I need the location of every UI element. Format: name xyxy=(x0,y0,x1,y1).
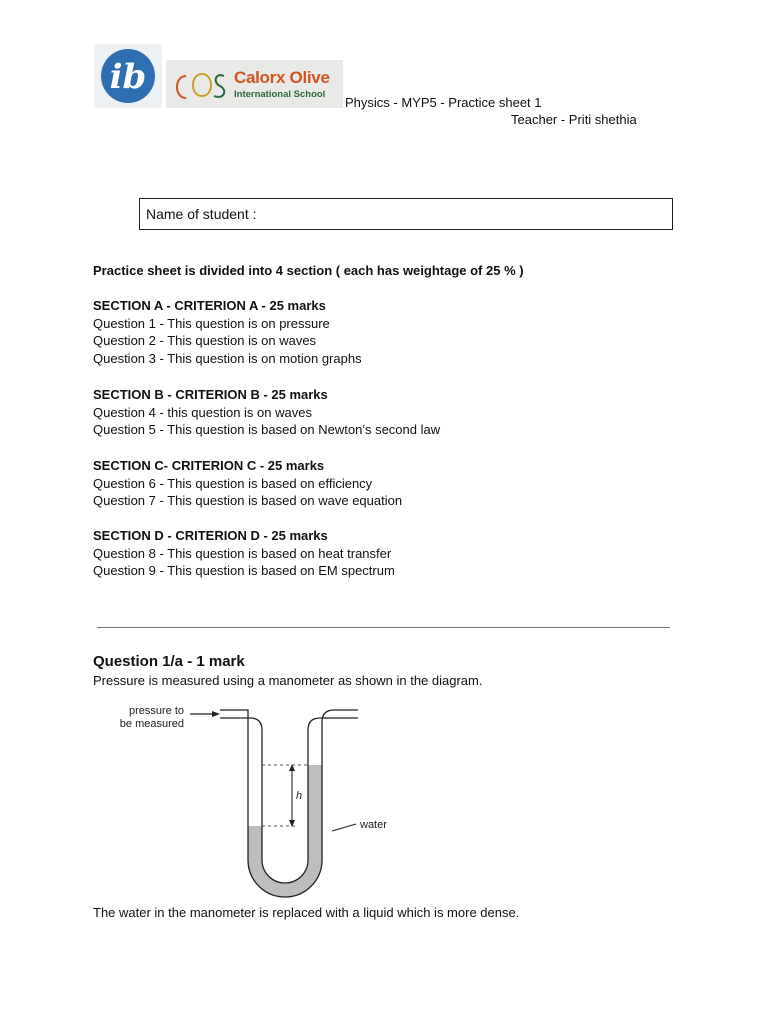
manometer-diagram xyxy=(100,698,387,903)
label-pressure-line2: be measured xyxy=(119,718,184,730)
question-1-line: Question 1 - This question is on pressure xyxy=(93,315,330,331)
section-a xyxy=(93,297,362,368)
ib-logo-text: ib xyxy=(109,57,147,97)
question-1a-prompt: Pressure is measured using a manometer as shown in the diagram. xyxy=(93,673,483,688)
ib-logo xyxy=(94,44,162,108)
question-6-line: Question 6 - This question is based on efficiency xyxy=(93,475,373,491)
manometer-tube-outer xyxy=(220,710,358,897)
label-height: h xyxy=(296,790,303,802)
section-c xyxy=(93,457,402,510)
section-divider xyxy=(97,627,670,628)
question-9-line: Question 9 - This question is based on EM spectrum xyxy=(93,563,395,579)
student-name-field[interactable] xyxy=(139,198,673,230)
label-water: water xyxy=(360,819,387,831)
question-7-line: Question 7 - This question is based on wave equation xyxy=(93,493,403,509)
school-logo-name: Calorx Olive xyxy=(234,68,330,87)
question-1a-title: Question 1/a - 1 mark xyxy=(93,653,245,670)
section-c-heading: SECTION C- CRITERION C - 25 marks xyxy=(93,458,325,473)
question-3-line: Question 3 - This question is on motion graphs xyxy=(93,351,362,367)
section-a-heading: SECTION A - CRITERION A - 25 marks xyxy=(93,298,326,313)
manometer-water xyxy=(248,765,322,897)
question-4-line: Question 4 - this question is on waves xyxy=(93,404,312,420)
question-8-line: Question 8 - This question is based on heat transfer xyxy=(93,545,392,561)
question-5-line: Question 5 - This question is based on Newton’s second law xyxy=(93,422,441,438)
section-b-heading: SECTION B - CRITERION B - 25 marks xyxy=(93,387,328,402)
student-name-label: Name of student : xyxy=(146,206,257,222)
teacher-name: Teacher - Priti shethia xyxy=(511,112,637,127)
section-d xyxy=(93,527,395,580)
question-1a-followup: The water in the manometer is replaced with a liquid which is more dense. xyxy=(93,905,520,920)
section-b xyxy=(93,386,440,439)
sheet-title: Physics - MYP5 - Practice sheet 1 xyxy=(345,95,542,110)
intro-text: Practice sheet is divided into 4 section ( each has weightage of 25 % ) xyxy=(93,263,524,278)
question-2-line: Question 2 - This question is on waves xyxy=(93,333,317,349)
school-logo-mark xyxy=(168,60,234,108)
manometer-tube-inner xyxy=(220,718,358,883)
ib-logo-graphic xyxy=(94,44,162,108)
school-logo xyxy=(166,60,343,108)
label-pressure-line1: pressure to xyxy=(128,705,184,717)
school-logo-subtitle: International School xyxy=(234,89,326,100)
section-d-heading: SECTION D - CRITERION D - 25 marks xyxy=(93,528,328,543)
